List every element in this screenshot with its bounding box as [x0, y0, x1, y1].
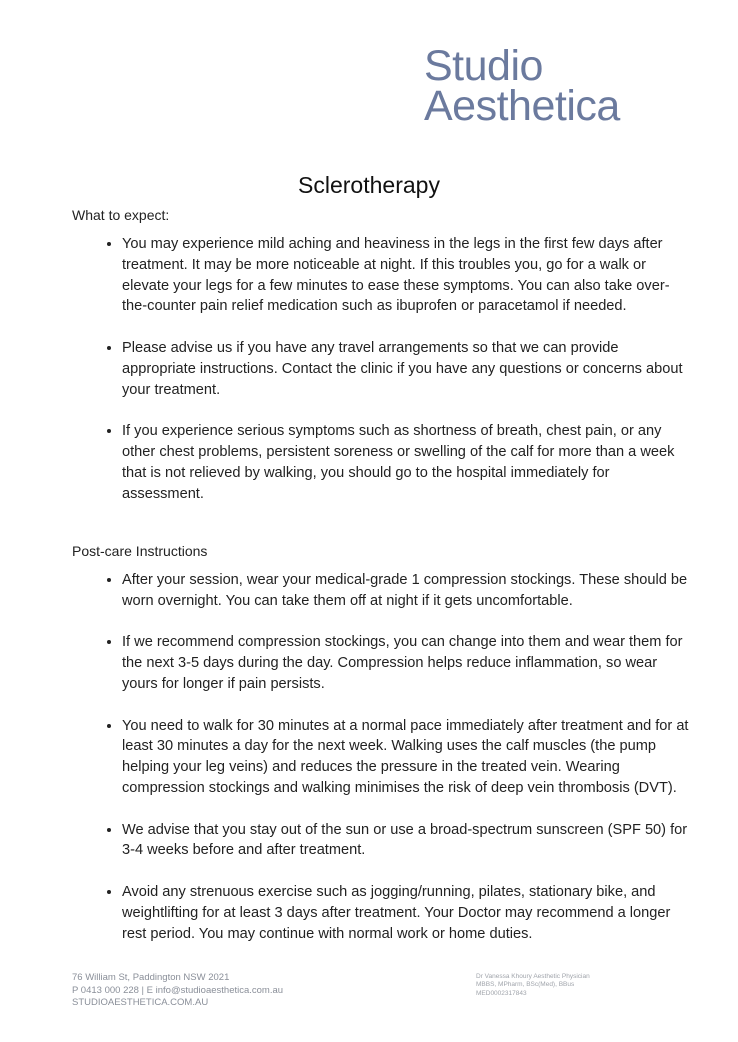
- what-to-expect-heading: What to expect:: [72, 207, 170, 223]
- doctor-qualifications: MBBS, MPharm, BSc(Med), BBus: [476, 981, 575, 989]
- post-care-heading: Post-care Instructions: [72, 543, 208, 559]
- list-item: • We advise that you stay out of the sun or use a broad-spectrum sunscreen (SPF 50) for 3-4 weeks before and after treatment.: [122, 820, 690, 862]
- studio-aesthetica-logo: [424, 42, 620, 130]
- footer-address: 76 William St, Paddington NSW 2021: [72, 972, 230, 983]
- list-item: • If we recommend compression stockings, you can change into them and wear them for the next 3-5 days during the day. Compression helps reduce inflammation, so wear yours for longer if pain persists.: [122, 632, 690, 694]
- list-item: • Avoid any strenuous exercise such as jogging/running, pilates, stationary bike, and weightlifting for at least 3 days after treatment. Your Doctor may recommend a longer rest period. You may continue with normal work or home duties.: [122, 882, 690, 944]
- logo-line-1: Studio: [424, 42, 543, 90]
- page-title: Sclerotherapy: [298, 172, 440, 198]
- list-item: • You need to walk for 30 minutes at a normal pace immediately after treatment and for at least 30 minutes a day for the next week. Walking uses the calf muscles (the pump helping your leg veins) and reduces the pressure in the treated vein. Wearing compression stockings and walking minimises the risk of deep vein thrombosis (DVT).: [122, 716, 690, 799]
- list-item: • You may experience mild aching and heaviness in the legs in the first few days after treatment. It may be more noticeable at night. If this troubles you, go for a walk or elevate your legs for a few minutes to ease these symptoms. You can also take over-the-counter pain relief medication such as ibuprofen or paracetamol if needed.: [122, 234, 690, 317]
- logo-line-2: Aesthetica: [424, 82, 620, 130]
- doctor-name: Dr Vanessa Khoury Aesthetic Physician: [476, 973, 590, 980]
- footer-contact: [72, 972, 283, 1010]
- post-care-list: [106, 570, 690, 965]
- what-to-expect-list: [106, 234, 690, 525]
- list-item: • Please advise us if you have any travel arrangements so that we can provide appropriate instructions. Contact the clinic if you have any questions or concerns about your treatment.: [122, 338, 690, 400]
- footer-doctor: [476, 973, 590, 998]
- list-item: • After your session, wear your medical-grade 1 compression stockings. These should be worn overnight. You can take them off at night if it gets uncomfortable.: [122, 570, 690, 612]
- footer-phone-email: P 0413 000 228 | E info@studioaesthetica.com.au: [72, 984, 284, 996]
- footer-website: STUDIOAESTHETICA.COM.AU: [72, 997, 209, 1008]
- doctor-registration: MED0002317843: [476, 989, 527, 997]
- list-item: • If you experience serious symptoms such as shortness of breath, chest pain, or any other chest problems, persistent soreness or swelling of the calf for more than a week that is not relieved by walking, you should go to the hospital immediately for assessment.: [122, 421, 690, 504]
